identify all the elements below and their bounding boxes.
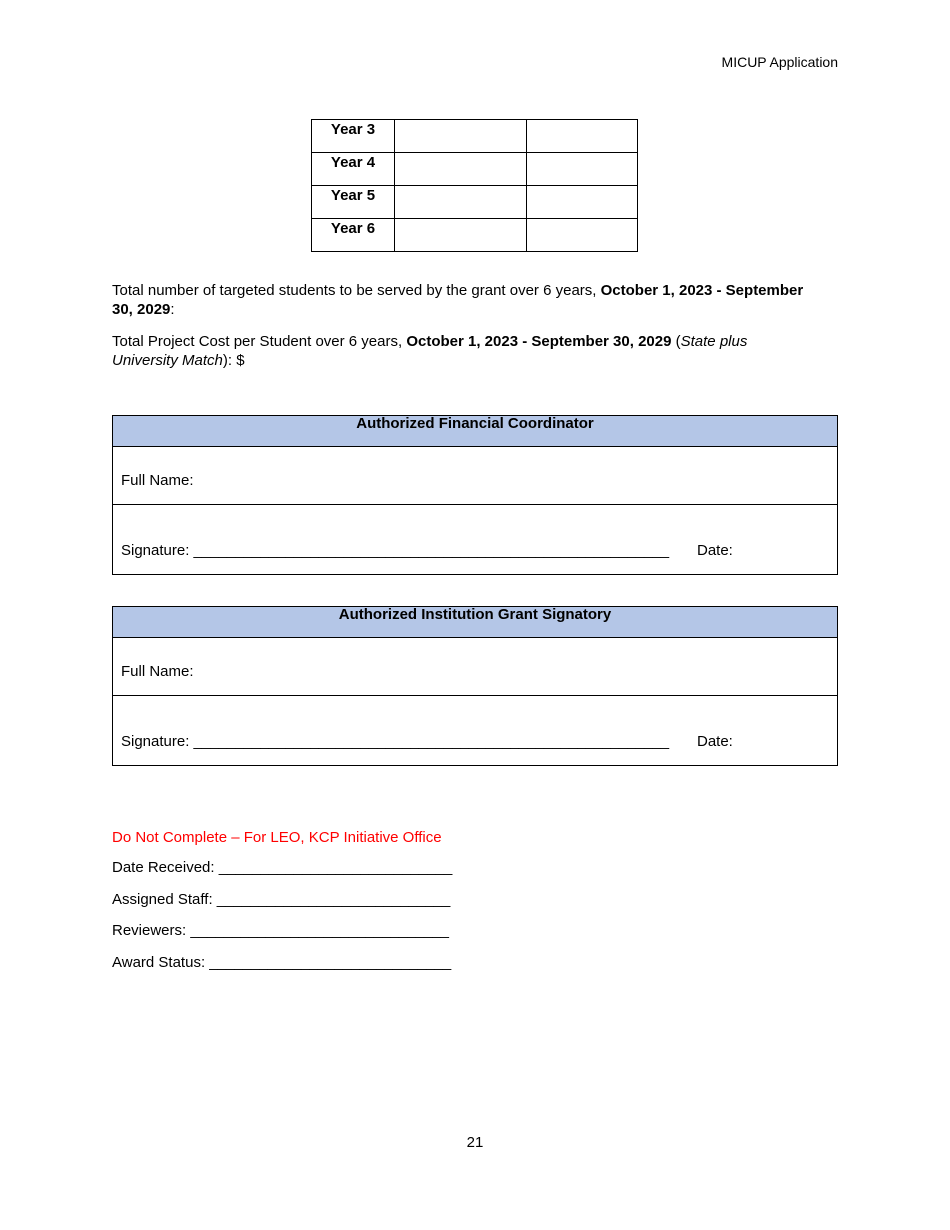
- paragraph-end: :: [170, 301, 175, 318]
- paragraph-paren: (: [671, 333, 681, 350]
- box-header: [113, 607, 837, 638]
- years-table: [311, 119, 638, 252]
- box-title: Authorized Institution Grant Signatory: [338, 606, 612, 623]
- table-row: [312, 219, 638, 252]
- table-row: [312, 153, 638, 186]
- year-cell[interactable]: [395, 120, 527, 153]
- project-cost-paragraph: [112, 332, 812, 370]
- year-cell[interactable]: [527, 153, 638, 186]
- reviewers-line[interactable]: Reviewers: _______________________________: [112, 922, 449, 939]
- date-label: Date:: [697, 542, 733, 559]
- year-label: Year 4: [312, 153, 395, 186]
- table-row: [312, 120, 638, 153]
- office-use-section: [112, 829, 452, 985]
- targeted-students-paragraph: [112, 281, 812, 319]
- page-number: 21: [466, 1134, 484, 1151]
- document-header: MICUP Application: [721, 54, 838, 70]
- box-title: Authorized Financial Coordinator: [356, 415, 594, 432]
- award-status-line[interactable]: Award Status: _____________________________: [112, 953, 452, 971]
- year-cell[interactable]: [395, 186, 527, 219]
- year-label: Year 6: [312, 219, 395, 252]
- date-received-line[interactable]: Date Received: ____________________________: [112, 859, 453, 876]
- table-row: [312, 186, 638, 219]
- year-cell[interactable]: [527, 186, 638, 219]
- full-name-row[interactable]: [113, 447, 837, 505]
- year-label: Year 5: [312, 186, 395, 219]
- full-name-row[interactable]: [113, 638, 837, 696]
- paragraph-date-range: October 1, 2023 - September 30, 2029: [112, 282, 804, 318]
- office-use-notice: Do Not Complete – For LEO, KCP Initiative Office: [112, 829, 442, 846]
- signature-label: Signature: _________________________________________________________: [121, 733, 670, 750]
- full-name-label: Full Name:: [121, 472, 194, 489]
- signature-row[interactable]: [113, 696, 837, 765]
- year-cell[interactable]: [395, 219, 527, 252]
- signature-label: Signature: _________________________________________________________: [121, 542, 670, 559]
- signature-row[interactable]: [113, 505, 837, 574]
- paragraph-end: ): $: [222, 352, 245, 369]
- paragraph-text: Total number of targeted students to be served by the grant over 6 years,: [112, 282, 601, 299]
- assigned-staff-line[interactable]: Assigned Staff: ____________________________: [112, 890, 451, 908]
- paragraph-text: Total Project Cost per Student over 6 years,: [112, 333, 407, 350]
- grant-signatory-box: [112, 606, 838, 766]
- date-label: Date:: [697, 733, 733, 750]
- year-cell[interactable]: [527, 120, 638, 153]
- box-header: [113, 416, 837, 447]
- paragraph-italic: State plus University Match: [112, 333, 748, 369]
- full-name-label: Full Name:: [121, 663, 194, 680]
- year-label: Year 3: [312, 120, 395, 153]
- financial-coordinator-box: [112, 415, 838, 575]
- paragraph-date-range: October 1, 2023 - September 30, 2029: [406, 333, 672, 350]
- year-cell[interactable]: [527, 219, 638, 252]
- year-cell[interactable]: [395, 153, 527, 186]
